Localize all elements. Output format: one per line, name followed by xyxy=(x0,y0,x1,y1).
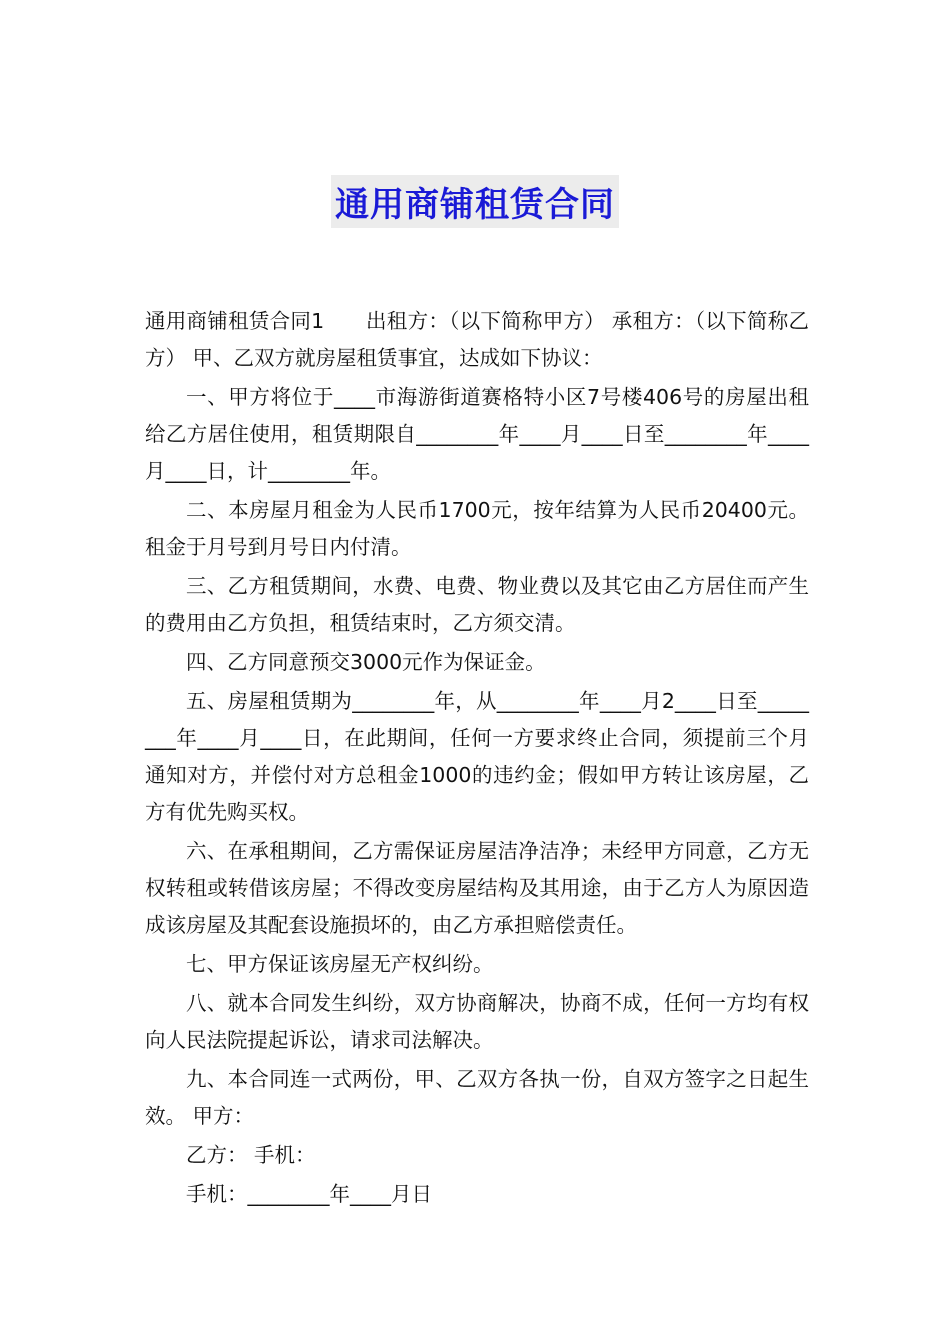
clause-8: 八、就本合同发生纠纷，双方协商解决，协商不成，任何一方均有权向人民法院提起诉讼，请求司法解决。 xyxy=(145,991,809,1052)
document-body xyxy=(145,303,809,1215)
clause-3: 三、乙方租赁期间，水费、电费、物业费以及其它由乙方居住而产生的费用由乙方负担，租赁结束时，乙方须交清。 xyxy=(145,574,809,635)
intro-paragraph: 通用商铺租赁合同1 出租方：（以下简称甲方） 承租方：（以下简称乙方） 甲、乙双方就房屋租赁事宜，达成如下协议： xyxy=(145,309,809,370)
clause-4: 四、乙方同意预交3000元作为保证金。 xyxy=(186,650,546,674)
clause-6: 六、在承租期间，乙方需保证房屋洁净洁净；未经甲方同意，乙方无权转租或转借该房屋；不得改变房屋结构及其用途，由于乙方人为原因造成该房屋及其配套设施损坏的，由乙方承担赔偿责任。 xyxy=(145,839,809,937)
clause-2: 二、本房屋月租金为人民币1700元，按年结算为人民币20400元。租金于月号到月号日内付清。 xyxy=(145,498,809,559)
signature-phone-date: 手机：________年____月日 xyxy=(186,1182,432,1206)
clause-1: 一、甲方将位于____市海游街道赛格特小区7号楼406号的房屋出租给乙方居住使用，租赁期限自________年____月____日至________年____月____日，计________年。 xyxy=(145,385,809,483)
document-title: 通用商铺租赁合同 xyxy=(331,175,619,228)
clause-7: 七、甲方保证该房屋无产权纠纷。 xyxy=(186,952,494,976)
signature-party-b: 乙方： 手机： xyxy=(186,1143,316,1167)
document-title-wrapper xyxy=(0,175,950,228)
clause-5: 五、房屋租赁期为________年，从________年____月2____日至________年____月____日，在此期间，任何一方要求终止合同，须提前三个月通知对方，并偿付对方总租金1000的违约金；假如甲方转让该房屋，乙方有优先购买权。 xyxy=(145,689,809,824)
clause-9: 九、本合同连一式两份，甲、乙双方各执一份，自双方签字之日起生效。 甲方： xyxy=(145,1067,809,1128)
